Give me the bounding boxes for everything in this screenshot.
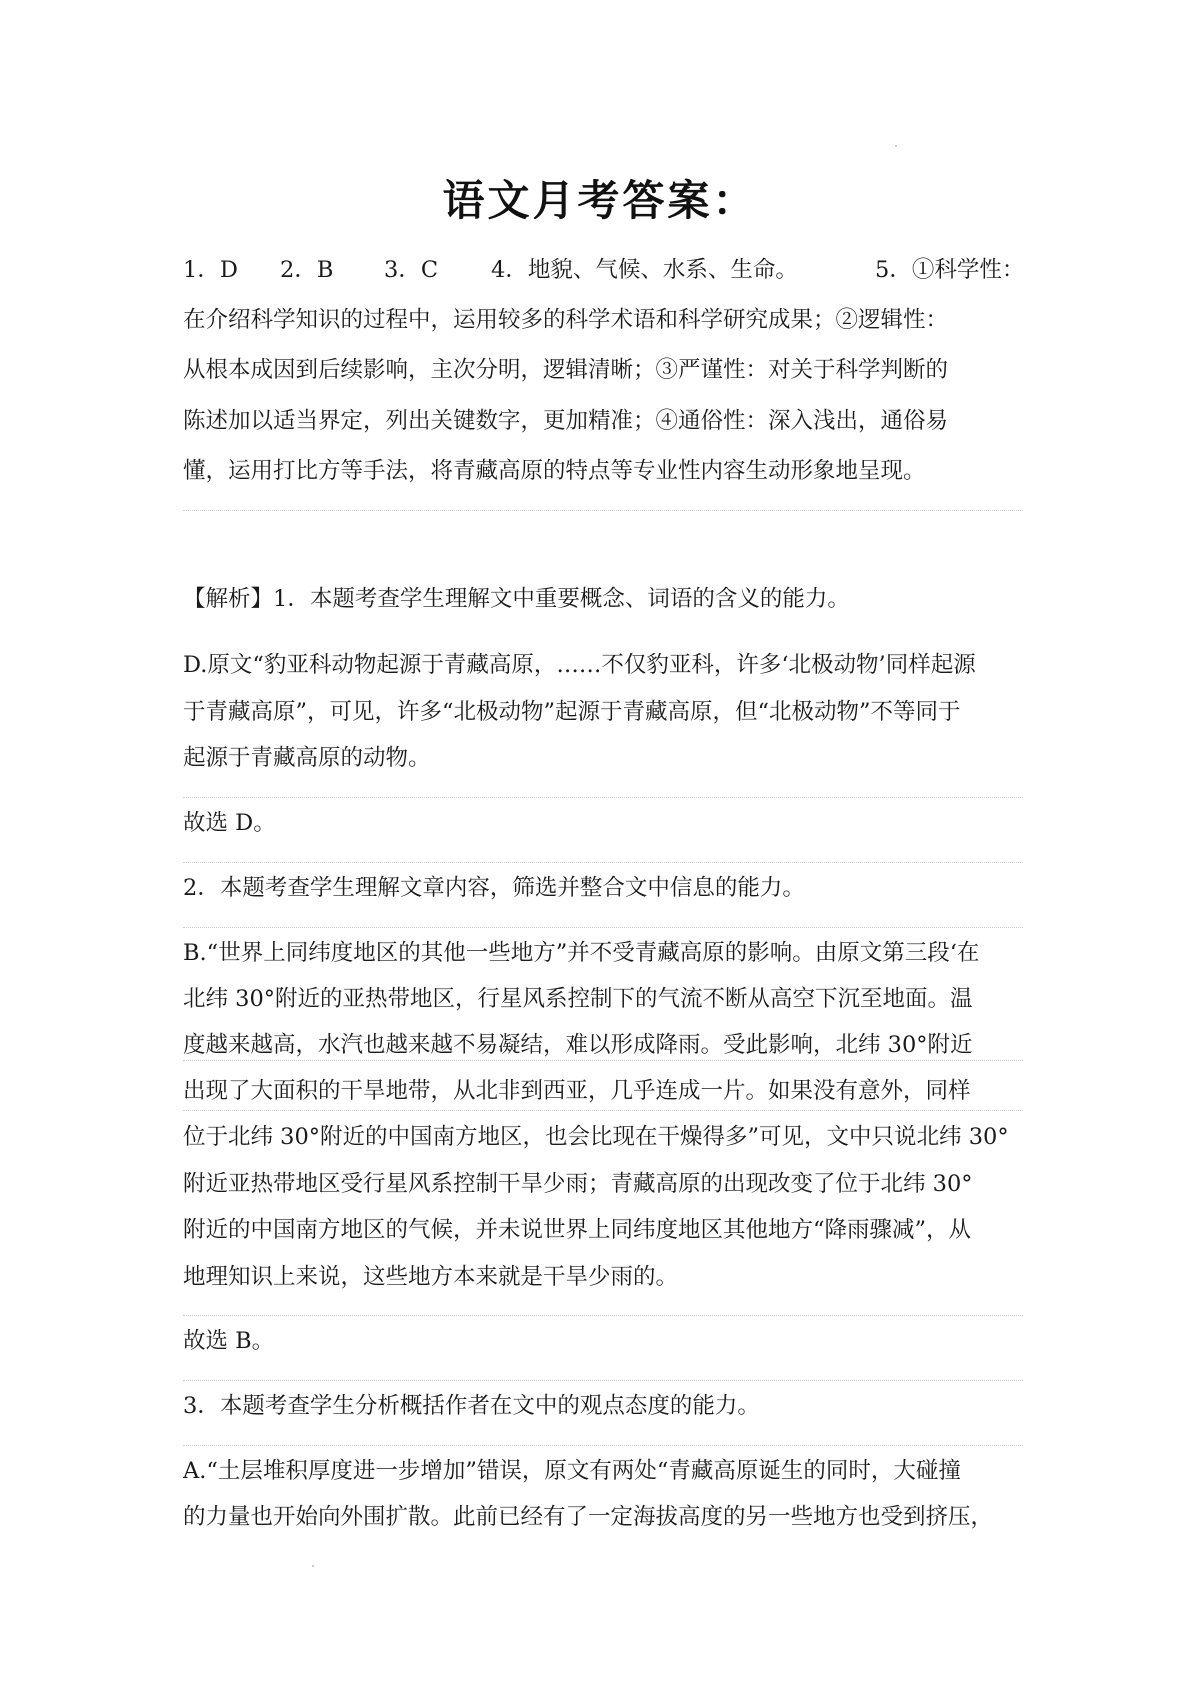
analysis-q1-line: 于青藏高原”，可见，许多“北极动物”起源于青藏高原，但“北极动物”不等同于: [183, 699, 961, 725]
answer-5-line: 从根本成因到后续影响，主次分明，逻辑清晰；③严谨性：对关于科学判断的: [183, 357, 949, 383]
page-title: 语文月考答案：: [442, 176, 758, 225]
analysis-q2-line: 附近的中国南方地区的气候，并未说世界上同纬度地区其他地方“降雨骤减”，从: [183, 1217, 972, 1243]
answer-summary-line: [183, 255, 1033, 285]
dotted-divider: [183, 862, 1023, 863]
analysis-q2-line: 附近亚热带地区受行星风系控制干旱少雨；青藏高原的出现改变了位于北纬 30°: [183, 1171, 973, 1197]
dotted-divider: [183, 1315, 1023, 1316]
analysis-q2-line: 位于北纬 30°附近的中国南方地区，也会比现在干燥得多”可见，文中只说北纬 30°: [183, 1124, 1009, 1150]
answer-1: 1．D: [183, 257, 238, 283]
answer-5-line: 懂，运用打比方等手法，将青藏高原的特点等专业性内容生动形象地呈现。: [183, 458, 926, 484]
analysis-q3-line: A.“土层堆积厚度进一步增加”错误，原文有两处“青藏高原诞生的同时，大碰撞: [183, 1458, 961, 1484]
analysis-q2-choice: 故选 B。: [183, 1328, 275, 1354]
analysis-q2-intro: 2．本题考查学生理解文章内容，筛选并整合文中信息的能力。: [183, 875, 805, 901]
dotted-divider: [183, 1110, 1023, 1111]
dotted-divider: [183, 510, 1023, 511]
answer-2: 2．B: [280, 257, 334, 283]
analysis-q1-line: D.原文“豹亚科动物起源于青藏高原，……不仅豹亚科，许多‘北极动物’同样起源: [183, 652, 976, 678]
analysis-q3-line: 的力量也开始向外围扩散。此前已经有了一定海拔高度的另一些地方也受到挤压，: [183, 1504, 994, 1530]
analysis-q2-line: 北纬 30°附近的亚热带地区，行星风系控制下的气流不断从高空下沉至地面。温: [183, 986, 973, 1012]
answer-5-line: 陈述加以适当界定，列出关键数字，更加精准；④通俗性：深入浅出，通俗易: [183, 408, 949, 434]
dotted-divider: [183, 1380, 1023, 1381]
scan-speck: [312, 1565, 314, 1567]
scan-speck: [895, 145, 897, 147]
dotted-divider: [183, 927, 1023, 928]
analysis-q1-intro: 【解析】1．本题考查学生理解文中重要概念、词语的含义的能力。: [183, 586, 850, 612]
answer-5: 5．①科学性：: [875, 257, 1025, 283]
analysis-q1-line: 起源于青藏高原的动物。: [183, 745, 431, 771]
dotted-divider: [183, 1060, 1023, 1061]
analysis-q2-line: 出现了大面积的干旱地带，从北非到西亚，几乎连成一片。如果没有意外，同样: [183, 1078, 971, 1104]
analysis-q2-line: 地理知识上来说，这些地方本来就是干旱少雨的。: [183, 1264, 679, 1290]
answer-5-line: 在介绍科学知识的过程中，运用较多的科学术语和科学研究成果；②逻辑性：: [183, 307, 949, 333]
analysis-q2-line: B.“世界上同纬度地区的其他一些地方”并不受青藏高原的影响。由原文第三段‘在: [183, 940, 980, 966]
answer-3: 3．C: [384, 257, 439, 283]
answer-4: 4．地貌、气候、水系、生命。: [491, 257, 798, 283]
analysis-q3-intro: 3．本题考查学生分析概括作者在文中的观点态度的能力。: [183, 1393, 760, 1419]
analysis-q2-line: 度越来越高，水汽也越来越不易凝结，难以形成降雨。受此影响，北纬 30°附近: [183, 1032, 973, 1058]
dotted-divider: [183, 797, 1023, 798]
dotted-divider: [183, 1445, 1023, 1446]
analysis-q1-choice: 故选 D。: [183, 810, 276, 836]
